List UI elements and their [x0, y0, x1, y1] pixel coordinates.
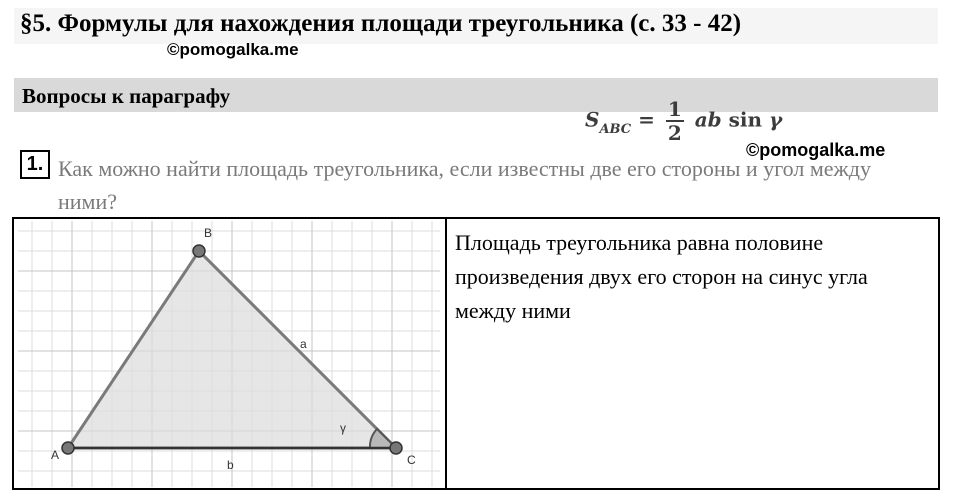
fraction-denominator: 2: [667, 121, 682, 145]
formula-lhs-subscript: ABC: [599, 121, 632, 137]
area-formula: [585, 98, 782, 144]
formula-lhs: S: [585, 107, 600, 132]
section-title: Вопросы к параграфу: [22, 84, 231, 108]
watermark-top: ©pomogalka.me: [167, 40, 299, 59]
vertex-c-label: C: [407, 453, 416, 467]
side-b-label: b: [227, 458, 234, 472]
triangle-figure: [18, 221, 440, 487]
answer-text: Площадь треугольника равна половине произведения двух его сторон на синус угла между ними: [455, 230, 868, 323]
page-title: §5. Формулы для нахождения площади треугольника (с. 33 - 42): [20, 10, 742, 37]
vertex-c-point: [390, 442, 402, 454]
table-divider: [445, 219, 447, 488]
fraction-numerator: 1: [667, 97, 682, 121]
vertex-b-point: [193, 245, 205, 257]
vertex-a-point: [62, 442, 74, 454]
side-a-label: a: [300, 337, 307, 351]
question-number: 1.: [20, 150, 50, 179]
formula-equals: =: [638, 107, 655, 132]
formula-sides: ab: [694, 107, 722, 132]
angle-label: γ: [340, 421, 346, 435]
formula-sin: sin: [728, 107, 763, 132]
answer-table: [12, 217, 940, 490]
formula-fraction: [666, 98, 684, 144]
vertex-a-label: A: [51, 448, 60, 462]
question-text: Как можно найти площадь треугольника, если известны две его стороны и угол между ними?: [58, 156, 871, 214]
formula-angle: γ: [769, 107, 783, 132]
watermark-question: ©pomogalka.me: [746, 140, 886, 160]
vertex-b-label: B: [204, 226, 213, 240]
